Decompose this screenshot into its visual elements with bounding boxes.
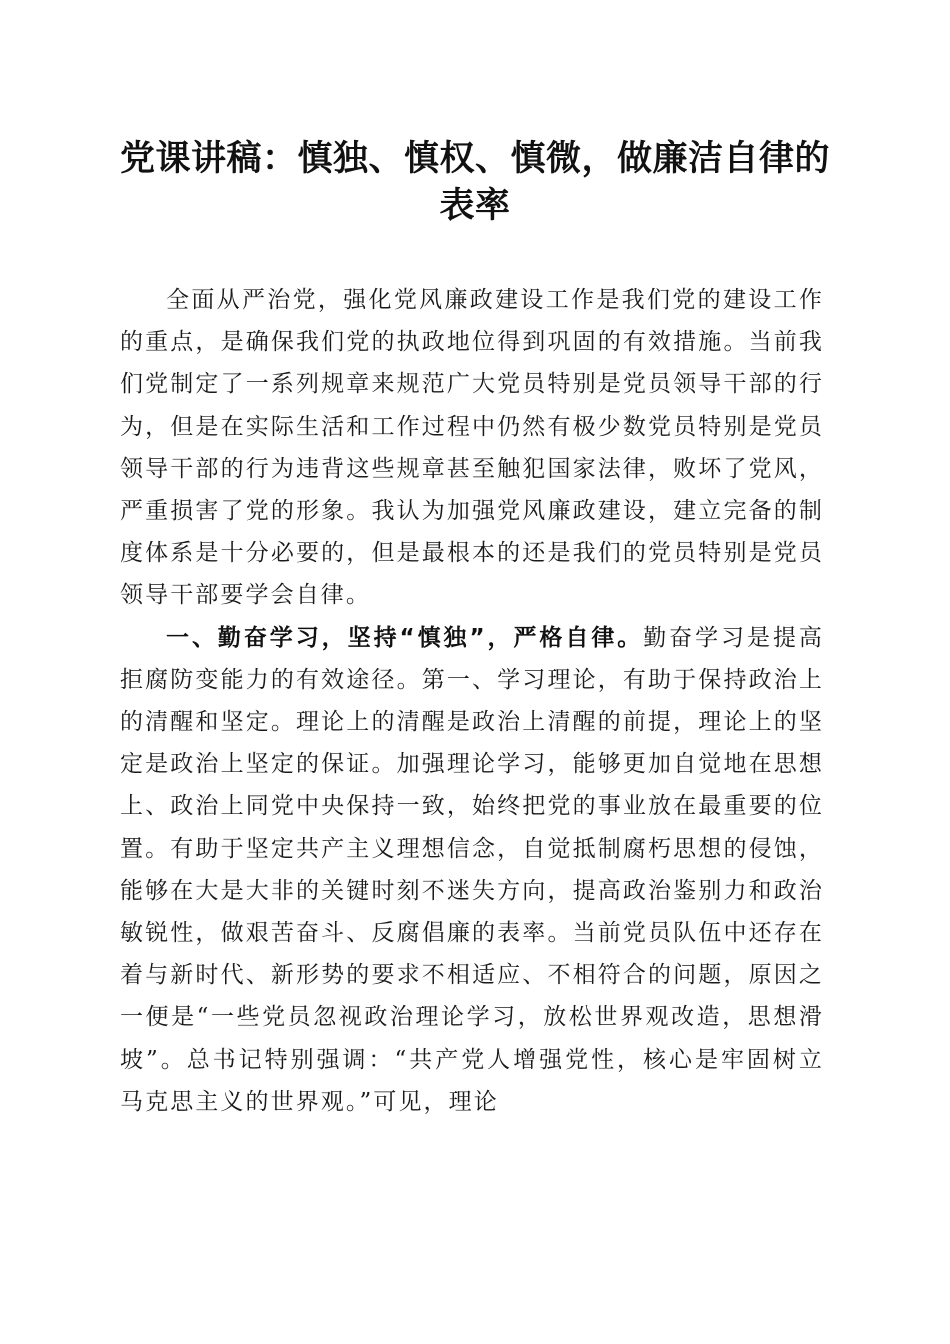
title-line-1: 党课讲稿：慎独、慎权、慎微，做廉洁自律的 [119, 139, 830, 179]
paragraph-intro-text: 全面从严治党，强化党风廉政建设工作是我们党的建设工作的重点，是确保我们党的执政地位得到巩固的有效措施。当前我们党制定了一系列规章来规范广大党员特别是党员领导干部的行为，但是在实际生活和工作过程中仍然有极少数党员特别是党员领导干部的行为违背这些规章甚至触犯国家法律，败坏了党风，严重损害了党的形象。我认为加强党风廉政建设，建立完备的制度体系是十分必要的，但是最根本的还是我们的党员特别是党员领导干部要学会自律。 [120, 287, 824, 609]
document-title [100, 136, 850, 230]
section-1-heading: 一、勤奋学习，坚持“慎独”，严格自律。 [166, 624, 644, 651]
title-line-2: 表率 [439, 186, 511, 226]
section-1-text: 勤奋学习是提高拒腐防变能力的有效途径。第一、学习理论，有助于保持政治上的清醒和坚定。理论上的清醒是政治上清醒的前提，理论上的坚定是政治上坚定的保证。加强理论学习，能够更加自觉地在思想上、政治上同党中央保持一致，始终把党的事业放在最重要的位置。有助于坚定共产主义理想信念，自觉抵制腐朽思想的侵蚀，能够在大是大非的关键时刻不迷失方向，提高政治鉴别力和政治敏锐性，做艰苦奋斗、反腐倡廉的表率。当前党员队伍中还存在着与新时代、新形势的要求不相适应、不相符合的问题，原因之一便是“一些党员忽视政治理论学习，放松世界观改造，思想滑坡”。总书记特别强调：“共产党人增强党性，核心是牢固树立马克思主义的世界观。”可见，理论 [120, 624, 824, 1115]
document-body [120, 279, 824, 1123]
paragraph-intro [120, 279, 824, 617]
paragraph-section-1 [120, 617, 824, 1123]
